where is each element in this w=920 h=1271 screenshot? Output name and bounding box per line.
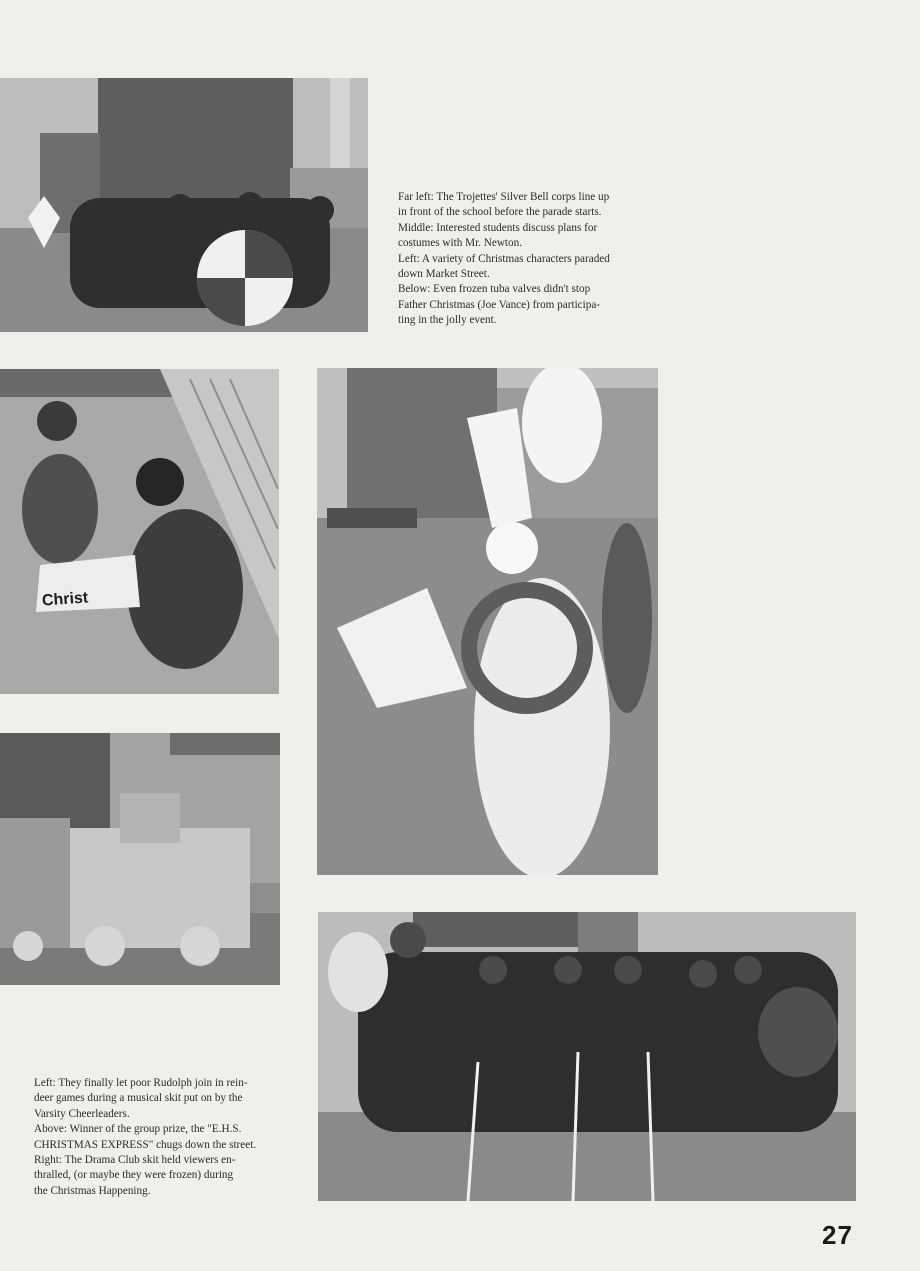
caption-line: CHRISTMAS EXPRESS" chugs down the street. (34, 1138, 257, 1151)
photo-trojettes-parade (0, 78, 368, 332)
caption-line: Right: The Drama Club skit held viewers en- (34, 1154, 236, 1167)
caption-line: Varsity Cheerleaders. (34, 1107, 130, 1120)
caption-line: ting in the jolly event. (398, 314, 497, 327)
caption-line: Far left: The Trojettes' Silver Bell corps line up (398, 191, 610, 203)
caption-line: in front of the school before the parade starts. (398, 206, 602, 219)
caption-line: down Market Street. (398, 268, 490, 281)
caption-line: Above: Winner of the group prize, the "E.H.S. (34, 1123, 242, 1136)
caption-top (398, 190, 668, 329)
caption-line: Father Christmas (Joe Vance) from participa- (398, 298, 601, 311)
poster-sign-text: Christ (41, 589, 89, 610)
caption-line: Middle: Interested students discuss plans for (398, 221, 598, 234)
photo-christmas-express (0, 733, 280, 985)
photo-drama-club-crowd (318, 912, 856, 1201)
caption-line: thralled, (or maybe they were frozen) during (34, 1169, 234, 1182)
caption-bottom (34, 1076, 304, 1199)
photo-father-christmas-tuba (317, 368, 658, 875)
caption-line: Left: They finally let poor Rudolph join in rein- (34, 1077, 248, 1089)
caption-line: deer games during a musical skit put on by the (34, 1092, 243, 1105)
caption-line: Below: Even frozen tuba valves didn't stop (398, 283, 591, 296)
caption-line: costumes with Mr. Newton. (398, 237, 522, 250)
photo-students-painting (0, 369, 279, 694)
caption-line: Left: A variety of Christmas characters paraded (398, 252, 610, 265)
page-number: 27 (822, 1220, 853, 1250)
caption-line: the Christmas Happening. (34, 1184, 151, 1197)
